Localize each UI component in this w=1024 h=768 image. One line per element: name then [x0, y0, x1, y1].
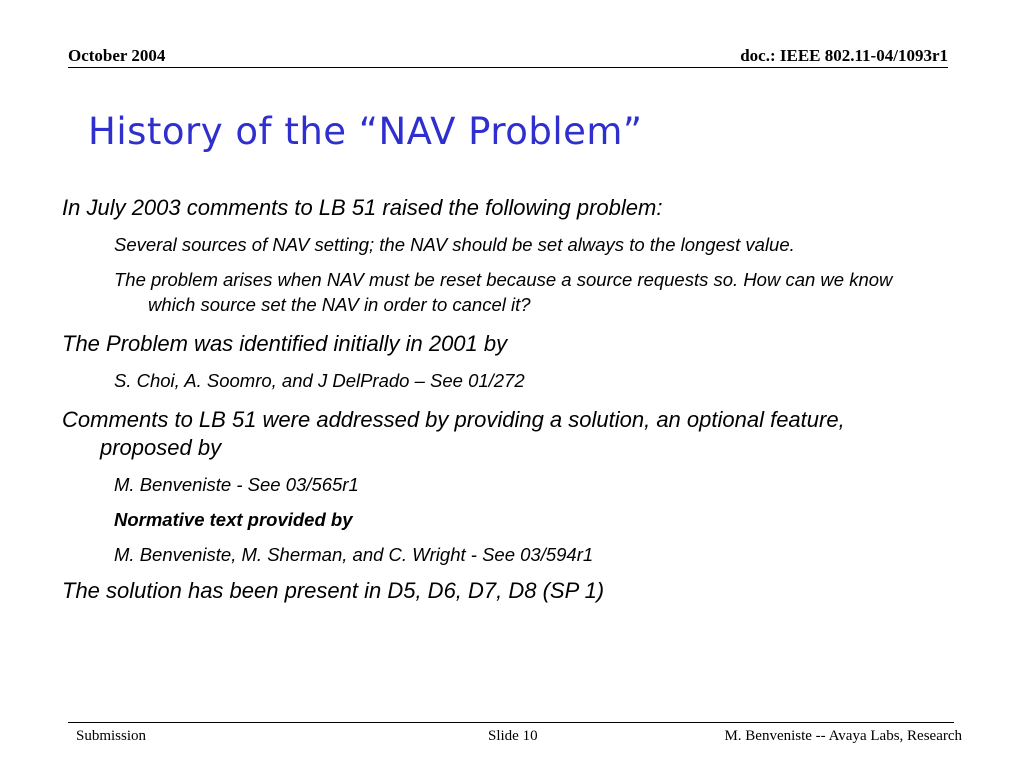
sub-bullet-normative-text: Normative text provided by: [114, 509, 353, 530]
slide-body: [62, 194, 912, 615]
bullet-solution-present: The solution has been present in D5, D6, D7, D8 (SP 1): [62, 578, 605, 603]
sub-bullet-benveniste-reference: M. Benveniste - See 03/565r1: [114, 474, 359, 495]
footer-submission: Submission: [76, 728, 147, 744]
footer-slide-number: Slide 10: [488, 728, 538, 744]
bullet-lb51-problem: In July 2003 comments to LB 51 raised the following problem:: [62, 195, 663, 220]
header-doc-id: doc.: IEEE 802.11-04/1093r1: [740, 46, 948, 65]
slide-title: History of the “NAV Problem”: [88, 110, 643, 153]
bullet-problem-identified: The Problem was identified initially in 2001 by: [62, 331, 508, 356]
header-date: October 2004: [68, 46, 166, 65]
sub-bullet-authors-reference: M. Benveniste, M. Sherman, and C. Wright - See 03/594r1: [114, 544, 594, 565]
bullet-comments-addressed: Comments to LB 51 were addressed by providing a solution, an optional feature, proposed by: [62, 407, 845, 460]
footer-author: M. Benveniste -- Avaya Labs, Research: [724, 728, 962, 744]
sub-bullet-nav-sources: Several sources of NAV setting; the NAV should be set always to the longest value.: [114, 234, 795, 255]
sub-bullet-choi-reference: S. Choi, A. Soomro, and J DelPrado – See 01/272: [114, 370, 525, 391]
sub-bullet-nav-reset: The problem arises when NAV must be reset because a source requests so. How can we know which source set the NAV in order to cancel it?: [114, 269, 893, 315]
header-divider: [68, 67, 948, 68]
footer-divider: [68, 722, 954, 723]
